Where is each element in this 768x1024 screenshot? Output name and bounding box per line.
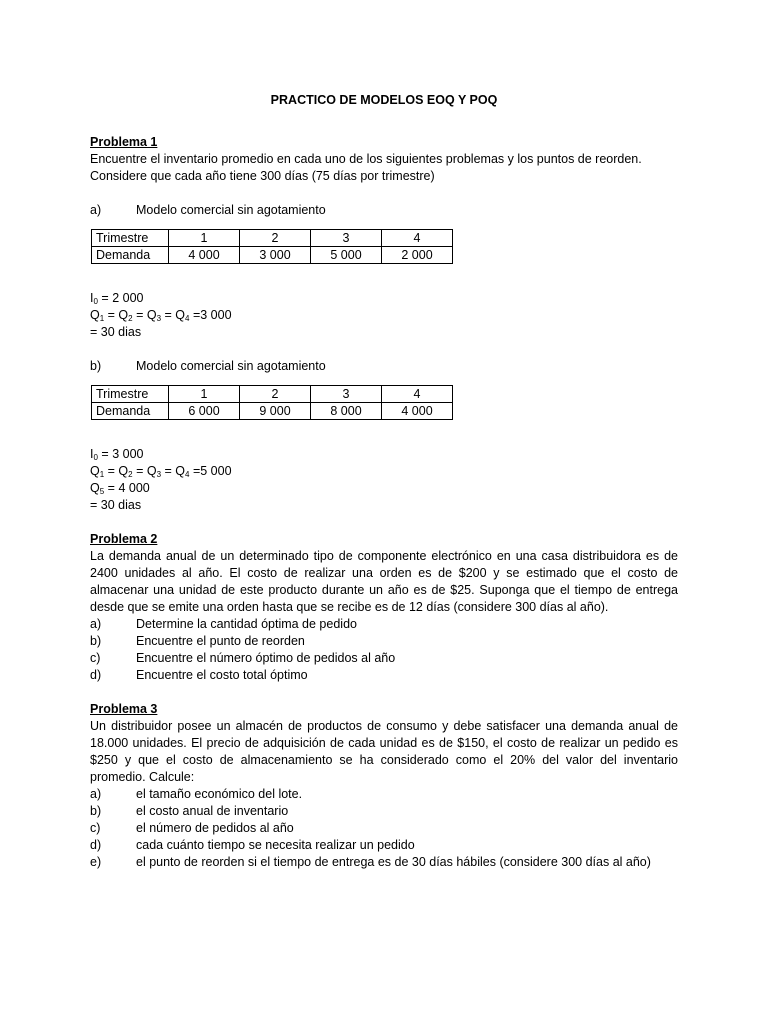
part-b-line <box>90 358 678 375</box>
item-label: b) <box>90 634 102 648</box>
q-subscript: 5 <box>99 487 105 496</box>
list-item <box>90 854 678 871</box>
page-title: PRACTICO DE MODELOS EOQ Y POQ <box>270 93 498 107</box>
spacer <box>90 684 678 701</box>
q-subscript: 2 <box>128 470 133 479</box>
q-value: =5 000 <box>192 464 232 478</box>
list-item <box>90 667 678 684</box>
part-b-q5-line: $Q_5 = 4$ 000 <box>90 481 150 496</box>
i-letter: I <box>90 291 94 305</box>
table-cell: 6 000 <box>169 403 240 420</box>
i-subscript: 0 <box>93 453 98 462</box>
item-label: b) <box>90 804 102 818</box>
spacer <box>90 341 678 358</box>
item-text: el tamaño económico del lote. <box>136 787 303 801</box>
demand-table-b <box>91 385 453 420</box>
table-cell: 4 <box>382 230 453 247</box>
item-label: c) <box>90 651 101 665</box>
table-row <box>92 247 453 264</box>
part-a-text: Modelo comercial sin agotamiento <box>136 203 326 217</box>
table-cell: 1 <box>169 386 240 403</box>
list-item <box>90 837 678 854</box>
problema-1-intro-line-1: Encuentre el inventario promedio en cada uno de los siguientes problemas y los puntos de reorden. <box>90 152 642 166</box>
item-text: cada cuánto tiempo se necesita realizar un pedido <box>136 838 415 852</box>
item-label: a) <box>90 617 102 631</box>
part-a-label: a) <box>90 203 102 217</box>
table-cell: 2 <box>240 386 311 403</box>
i0-value: = 2 000 <box>101 291 144 305</box>
problema-3-heading: Problema 3 <box>90 702 158 716</box>
item-text: Determine la cantidad óptima de pedido <box>136 617 357 631</box>
document-page <box>90 92 678 871</box>
part-b-label: b) <box>90 359 102 373</box>
i-letter: I <box>90 447 94 461</box>
spacer <box>90 264 678 290</box>
demand-table-a <box>91 229 453 264</box>
table-cell: 3 <box>311 230 382 247</box>
spacer <box>90 420 678 446</box>
table-row <box>92 230 453 247</box>
table-cell: 3 <box>311 386 382 403</box>
item-label: e) <box>90 855 102 869</box>
item-label: d) <box>90 668 102 682</box>
q-subscript: 4 <box>185 314 190 323</box>
list-item <box>90 786 678 803</box>
table-cell: Trimestre <box>92 386 169 403</box>
q5-value: = 4 000 <box>107 481 150 495</box>
i-subscript: 0 <box>93 297 98 306</box>
table-row <box>92 386 453 403</box>
t-value: = 30 dias <box>90 325 142 339</box>
table-row <box>92 403 453 420</box>
item-text: el punto de reorden si el tiempo de entrega es de 30 días hábiles (considere 300 días al año) <box>136 855 651 869</box>
list-item <box>90 650 678 667</box>
spacer <box>90 185 678 202</box>
table-cell: Demanda <box>92 247 169 264</box>
item-label: a) <box>90 787 102 801</box>
table-cell: 4 <box>382 386 453 403</box>
q-subscript: 3 <box>156 470 162 479</box>
problema-1-heading: Problema 1 <box>90 135 158 149</box>
list-item <box>90 820 678 837</box>
table-cell: 4 000 <box>169 247 240 264</box>
problema-1-intro-line-2: Considere que cada año tiene 300 días (75 días por trimestre) <box>90 169 435 183</box>
q-subscript: 1 <box>99 470 105 479</box>
table-cell: 1 <box>169 230 240 247</box>
q-subscript: 4 <box>185 470 190 479</box>
problema-3-paragraph: Un distribuidor posee un almacén de productos de consumo y debe satisfacer una demanda anual de 18.000 unidades. El precio de adquisición de cada unidad es de $150, el costo de realizar un pedido es $250 y que el costo de almacenamiento se ha considerado como el 20% del valor del inventario promedio. Calcule: <box>90 719 678 784</box>
q-subscript: 2 <box>128 314 133 323</box>
table-cell: Demanda <box>92 403 169 420</box>
item-text: el número de pedidos al año <box>136 821 294 835</box>
problema-2-heading: Problema 2 <box>90 532 158 546</box>
list-item <box>90 803 678 820</box>
q-subscript: 1 <box>99 314 105 323</box>
table-cell: Trimestre <box>92 230 169 247</box>
spacer <box>90 514 678 531</box>
table-cell: 9 000 <box>240 403 311 420</box>
part-b-text: Modelo comercial sin agotamiento <box>136 359 326 373</box>
table-cell: 2 <box>240 230 311 247</box>
table-cell: 2 000 <box>382 247 453 264</box>
part-b-t-line <box>90 497 678 514</box>
part-a-i0-line <box>90 290 678 307</box>
part-a-q-line: $Q_1 = Q_2 = Q_3 = Q_4 =3$ 000 <box>90 308 232 323</box>
i0-value: = 3 000 <box>101 447 144 461</box>
item-label: d) <box>90 838 102 852</box>
list-item <box>90 633 678 650</box>
table-cell: 4 000 <box>382 403 453 420</box>
table-cell: 3 000 <box>240 247 311 264</box>
q-subscript: 3 <box>156 314 162 323</box>
item-label: c) <box>90 821 101 835</box>
item-text: Encuentre el costo total óptimo <box>136 668 308 682</box>
q-value: =3 000 <box>192 308 232 322</box>
item-text: Encuentre el punto de reorden <box>136 634 305 648</box>
list-item <box>90 616 678 633</box>
t-value: = 30 dias <box>90 498 142 512</box>
part-a-line <box>90 202 678 219</box>
part-a-t-line <box>90 324 678 341</box>
table-cell: 5 000 <box>311 247 382 264</box>
part-b-q-line: $Q_1 = Q_2 = Q_3 = Q_4 =5$ 000 <box>90 464 232 479</box>
item-text: Encuentre el número óptimo de pedidos al año <box>136 651 396 665</box>
table-cell: 8 000 <box>311 403 382 420</box>
item-text: el costo anual de inventario <box>136 804 289 818</box>
part-b-i0-line <box>90 446 678 463</box>
problema-2-paragraph: La demanda anual de un determinado tipo de componente electrónico en una casa distribuidora es de 2400 unidades al año. El costo de realizar una orden es de $200 y se estimado que el costo de almacenar una unidad de este producto durante un año es de $25. Suponga que el tiempo de entrega desde que se emite una orden hasta que se recibe es de 12 días (considere 300 días al año). <box>90 549 678 614</box>
